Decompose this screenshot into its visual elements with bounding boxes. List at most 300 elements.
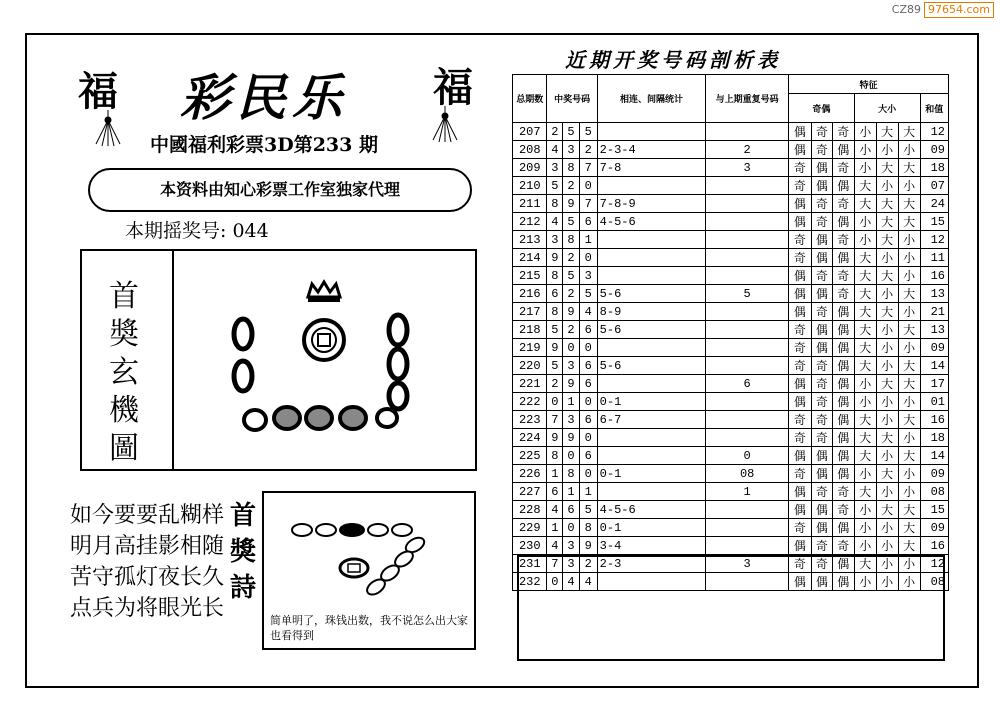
digit-cell: 3 — [563, 411, 580, 429]
site-watermark — [889, 2, 994, 18]
odd-even-cell: 奇 — [788, 339, 811, 357]
gap-cell — [597, 447, 706, 465]
sum-cell: 16 — [920, 267, 948, 285]
digit-cell: 6 — [579, 321, 597, 339]
digit-cell: 2 — [563, 321, 580, 339]
repeat-cell — [706, 339, 789, 357]
sum-cell: 09 — [920, 465, 948, 483]
odd-even-cell: 偶 — [811, 321, 832, 339]
period-cell: 231 — [513, 555, 547, 573]
period-cell: 225 — [513, 447, 547, 465]
odd-even-cell: 奇 — [832, 537, 854, 555]
header-gap: 相连、间隔统计 — [597, 75, 706, 123]
digit-cell: 1 — [547, 465, 563, 483]
sum-cell: 11 — [920, 249, 948, 267]
odd-even-cell: 偶 — [788, 141, 811, 159]
digit-cell: 5 — [547, 357, 563, 375]
odd-even-cell: 偶 — [788, 285, 811, 303]
digit-cell: 2 — [547, 123, 563, 141]
puzzle-title-char: 玄 — [109, 355, 139, 390]
odd-even-cell: 偶 — [811, 447, 832, 465]
sum-cell: 14 — [920, 447, 948, 465]
size-cell: 小 — [876, 483, 898, 501]
odd-even-cell: 偶 — [832, 393, 854, 411]
digit-cell: 2 — [579, 555, 597, 573]
gap-cell: 0-1 — [597, 519, 706, 537]
odd-even-cell: 偶 — [811, 249, 832, 267]
digit-cell: 4 — [579, 303, 597, 321]
period-cell: 208 — [513, 141, 547, 159]
digit-cell: 6 — [579, 447, 597, 465]
size-cell: 大 — [854, 357, 876, 375]
repeat-cell — [706, 195, 789, 213]
digit-cell: 4 — [547, 141, 563, 159]
odd-even-cell: 偶 — [832, 357, 854, 375]
odd-even-cell: 奇 — [811, 375, 832, 393]
odd-even-cell: 奇 — [788, 231, 811, 249]
period-cell: 221 — [513, 375, 547, 393]
odd-even-cell: 偶 — [832, 339, 854, 357]
size-cell: 小 — [854, 231, 876, 249]
gap-cell: 3-4 — [597, 537, 706, 555]
digit-cell: 1 — [563, 393, 580, 411]
odd-even-cell: 偶 — [832, 465, 854, 483]
size-cell: 大 — [898, 375, 920, 393]
period-cell: 218 — [513, 321, 547, 339]
odd-even-cell: 偶 — [788, 483, 811, 501]
digit-cell: 4 — [547, 213, 563, 231]
odd-even-cell: 奇 — [788, 555, 811, 573]
digit-cell: 0 — [579, 339, 597, 357]
digit-cell: 5 — [579, 501, 597, 519]
digit-cell: 0 — [579, 465, 597, 483]
repeat-cell — [706, 123, 789, 141]
repeat-cell: 2 — [706, 141, 789, 159]
results-table — [512, 74, 949, 591]
size-cell: 大 — [854, 285, 876, 303]
digit-cell: 3 — [563, 537, 580, 555]
odd-even-cell: 奇 — [811, 429, 832, 447]
poem-title-char: 首 — [229, 501, 256, 531]
odd-even-cell: 奇 — [832, 483, 854, 501]
poem-line: 苦守孤灯夜长久 — [70, 565, 225, 590]
size-cell: 小 — [876, 249, 898, 267]
odd-even-cell: 奇 — [811, 357, 832, 375]
period-cell: 211 — [513, 195, 547, 213]
tassel-right-icon — [425, 104, 465, 144]
draw-number: 本期摇奖号: 044 — [125, 220, 269, 242]
size-cell: 大 — [854, 483, 876, 501]
table-row — [513, 141, 949, 159]
period-cell: 222 — [513, 393, 547, 411]
period-cell: 228 — [513, 501, 547, 519]
header-repeat: 与上期重复号码 — [706, 75, 789, 123]
table-row — [513, 267, 949, 285]
gap-cell: 4-5-6 — [597, 213, 706, 231]
sum-cell: 12 — [920, 555, 948, 573]
digit-cell: 5 — [579, 123, 597, 141]
size-cell: 小 — [854, 213, 876, 231]
odd-even-cell: 偶 — [811, 159, 832, 177]
repeat-cell — [706, 393, 789, 411]
header-period: 总期数 — [513, 75, 547, 123]
size-cell: 大 — [898, 447, 920, 465]
gap-cell — [597, 483, 706, 501]
table-row — [513, 411, 949, 429]
size-cell: 大 — [854, 339, 876, 357]
gap-cell: 7-8-9 — [597, 195, 706, 213]
sum-cell: 01 — [920, 393, 948, 411]
odd-even-cell: 奇 — [811, 141, 832, 159]
odd-even-cell: 奇 — [811, 393, 832, 411]
digit-cell: 0 — [563, 519, 580, 537]
digit-cell: 6 — [563, 501, 580, 519]
table-row — [513, 393, 949, 411]
hint-note: 简单明了，珠钱出数，我不说怎么出大家也看得到 — [270, 614, 468, 642]
sum-cell: 07 — [920, 177, 948, 195]
digit-cell: 0 — [579, 177, 597, 195]
odd-even-cell: 奇 — [811, 483, 832, 501]
digit-cell: 5 — [579, 285, 597, 303]
digit-cell: 0 — [579, 249, 597, 267]
puzzle-title-char: 奬 — [109, 317, 139, 352]
sum-cell: 13 — [920, 285, 948, 303]
gap-cell: 7-8 — [597, 159, 706, 177]
digit-cell: 3 — [563, 357, 580, 375]
digit-cell: 0 — [563, 447, 580, 465]
poem-lines — [70, 500, 224, 624]
sum-cell: 21 — [920, 303, 948, 321]
period-cell: 232 — [513, 573, 547, 591]
digit-cell: 1 — [579, 231, 597, 249]
odd-even-cell: 奇 — [832, 501, 854, 519]
odd-even-cell: 偶 — [788, 393, 811, 411]
repeat-cell — [706, 537, 789, 555]
odd-even-cell: 偶 — [788, 303, 811, 321]
period-cell: 220 — [513, 357, 547, 375]
size-cell: 小 — [876, 519, 898, 537]
size-cell: 大 — [854, 303, 876, 321]
odd-even-cell: 偶 — [832, 177, 854, 195]
size-cell: 大 — [876, 303, 898, 321]
digit-cell: 6 — [579, 375, 597, 393]
odd-even-cell: 奇 — [788, 465, 811, 483]
odd-even-cell: 偶 — [788, 501, 811, 519]
sum-cell: 15 — [920, 501, 948, 519]
table-row — [513, 501, 949, 519]
odd-even-cell: 奇 — [811, 537, 832, 555]
size-cell: 大 — [876, 213, 898, 231]
size-cell: 大 — [876, 231, 898, 249]
digit-cell: 4 — [579, 573, 597, 591]
size-cell: 小 — [854, 465, 876, 483]
sum-cell: 17 — [920, 375, 948, 393]
odd-even-cell: 奇 — [811, 195, 832, 213]
digit-cell: 1 — [563, 483, 580, 501]
period-cell: 209 — [513, 159, 547, 177]
puzzle-title — [104, 278, 144, 468]
size-cell: 大 — [876, 465, 898, 483]
sum-cell: 12 — [920, 123, 948, 141]
size-cell: 大 — [898, 357, 920, 375]
size-cell: 小 — [876, 537, 898, 555]
digit-cell: 4 — [563, 573, 580, 591]
size-cell: 大 — [854, 267, 876, 285]
digit-cell: 0 — [563, 339, 580, 357]
panel-divider — [172, 249, 174, 469]
size-cell: 大 — [876, 159, 898, 177]
odd-even-cell: 偶 — [788, 267, 811, 285]
odd-even-cell: 偶 — [811, 339, 832, 357]
digit-cell: 3 — [563, 555, 580, 573]
digit-cell: 1 — [547, 519, 563, 537]
odd-even-cell: 奇 — [832, 195, 854, 213]
agent-banner: 本资料由知心彩票工作室独家代理 — [88, 168, 472, 212]
odd-even-cell: 奇 — [811, 555, 832, 573]
poem-title — [228, 498, 258, 606]
period-cell: 226 — [513, 465, 547, 483]
gap-cell: 6-7 — [597, 411, 706, 429]
odd-even-cell: 奇 — [811, 123, 832, 141]
table-row — [513, 537, 949, 555]
table-row — [513, 213, 949, 231]
size-cell: 小 — [876, 393, 898, 411]
lottery-issue: 中國福利彩票3D第233 期 — [150, 134, 378, 156]
right-beads — [389, 315, 407, 409]
odd-even-cell: 奇 — [788, 249, 811, 267]
header-number: 中奖号码 — [547, 75, 597, 123]
period-cell: 227 — [513, 483, 547, 501]
poem-line: 点兵为将眼光长 — [70, 596, 225, 621]
size-cell: 小 — [898, 429, 920, 447]
size-cell: 大 — [854, 249, 876, 267]
size-cell: 大 — [876, 195, 898, 213]
sum-cell: 08 — [920, 573, 948, 591]
gap-cell: 5-6 — [597, 285, 706, 303]
digit-cell: 0 — [547, 393, 563, 411]
size-cell: 大 — [898, 159, 920, 177]
odd-even-cell: 奇 — [788, 321, 811, 339]
table-row — [513, 339, 949, 357]
sum-cell: 12 — [920, 231, 948, 249]
sum-cell: 24 — [920, 195, 948, 213]
odd-even-cell: 奇 — [811, 267, 832, 285]
repeat-cell — [706, 411, 789, 429]
digit-cell: 9 — [547, 429, 563, 447]
period-cell: 210 — [513, 177, 547, 195]
table-row — [513, 483, 949, 501]
puzzle-title-char: 圖 — [109, 431, 139, 466]
digit-cell: 6 — [579, 213, 597, 231]
poem-title-char: 詩 — [229, 573, 256, 603]
gap-cell: 2-3 — [597, 555, 706, 573]
size-cell: 大 — [898, 501, 920, 519]
size-cell: 小 — [898, 249, 920, 267]
size-cell: 大 — [898, 195, 920, 213]
odd-even-cell: 偶 — [788, 213, 811, 231]
size-cell: 大 — [876, 429, 898, 447]
gap-cell: 0-1 — [597, 393, 706, 411]
period-cell: 207 — [513, 123, 547, 141]
digit-cell: 9 — [547, 339, 563, 357]
period-cell: 213 — [513, 231, 547, 249]
period-cell: 229 — [513, 519, 547, 537]
odd-even-cell: 偶 — [811, 573, 832, 591]
odd-even-cell: 偶 — [788, 123, 811, 141]
digit-cell: 8 — [547, 447, 563, 465]
size-cell: 大 — [898, 537, 920, 555]
gap-cell — [597, 249, 706, 267]
odd-even-cell: 偶 — [788, 447, 811, 465]
digit-cell: 8 — [547, 267, 563, 285]
size-cell: 大 — [898, 123, 920, 141]
size-cell: 大 — [854, 555, 876, 573]
header-sum: 和值 — [920, 94, 948, 123]
digit-cell: 3 — [547, 231, 563, 249]
header-feature: 特征 — [788, 75, 948, 94]
table-row — [513, 285, 949, 303]
odd-even-cell: 偶 — [832, 375, 854, 393]
digit-cell: 7 — [579, 159, 597, 177]
table-title: 近期开奖号码剖析表 — [565, 48, 781, 72]
size-cell: 小 — [854, 573, 876, 591]
gap-cell: 5-6 — [597, 321, 706, 339]
repeat-cell — [706, 267, 789, 285]
small-coin-icon — [340, 559, 368, 577]
poem-line: 如今要要乱糊样 — [70, 503, 225, 528]
digit-cell: 9 — [579, 537, 597, 555]
page-title: 彩民乐 — [180, 68, 348, 127]
size-cell: 小 — [898, 141, 920, 159]
table-row — [513, 249, 949, 267]
odd-even-cell: 偶 — [832, 249, 854, 267]
size-cell: 小 — [876, 573, 898, 591]
odd-even-cell: 偶 — [788, 195, 811, 213]
size-cell: 小 — [854, 393, 876, 411]
size-cell: 大 — [854, 195, 876, 213]
digit-cell: 7 — [547, 555, 563, 573]
size-cell: 大 — [854, 321, 876, 339]
odd-even-cell: 奇 — [788, 411, 811, 429]
size-cell: 大 — [854, 177, 876, 195]
period-cell: 217 — [513, 303, 547, 321]
digit-cell: 2 — [563, 177, 580, 195]
digit-cell: 2 — [579, 141, 597, 159]
size-cell: 小 — [854, 159, 876, 177]
period-cell: 214 — [513, 249, 547, 267]
gap-cell: 4-5-6 — [597, 501, 706, 519]
notes-box — [517, 555, 945, 661]
sum-cell: 15 — [920, 213, 948, 231]
table-row — [513, 123, 949, 141]
header-size: 大小 — [854, 94, 920, 123]
size-cell: 小 — [898, 555, 920, 573]
digit-cell: 4 — [547, 537, 563, 555]
size-cell: 小 — [898, 393, 920, 411]
sum-cell: 09 — [920, 339, 948, 357]
repeat-cell — [706, 501, 789, 519]
size-cell: 小 — [854, 123, 876, 141]
fu-left: 福 — [78, 68, 118, 115]
table-row — [513, 177, 949, 195]
table-row — [513, 429, 949, 447]
repeat-cell: 3 — [706, 159, 789, 177]
gap-cell — [597, 429, 706, 447]
size-cell: 小 — [854, 141, 876, 159]
repeat-cell: 1 — [706, 483, 789, 501]
digit-cell: 5 — [563, 267, 580, 285]
digit-cell: 1 — [579, 483, 597, 501]
odd-even-cell: 偶 — [832, 429, 854, 447]
size-cell: 小 — [876, 555, 898, 573]
odd-even-cell: 奇 — [832, 123, 854, 141]
odd-even-cell: 偶 — [832, 573, 854, 591]
puzzle-title-char: 首 — [109, 279, 139, 314]
digit-cell: 7 — [547, 411, 563, 429]
size-cell: 小 — [898, 465, 920, 483]
size-cell: 小 — [898, 267, 920, 285]
digit-cell: 8 — [563, 465, 580, 483]
odd-even-cell: 偶 — [811, 465, 832, 483]
gap-cell — [597, 123, 706, 141]
size-cell: 小 — [876, 285, 898, 303]
repeat-cell: 5 — [706, 285, 789, 303]
odd-even-cell: 偶 — [811, 231, 832, 249]
size-cell: 小 — [898, 231, 920, 249]
table-row — [513, 519, 949, 537]
repeat-cell — [706, 177, 789, 195]
digit-cell: 8 — [579, 519, 597, 537]
sum-cell: 09 — [920, 519, 948, 537]
odd-even-cell: 偶 — [811, 519, 832, 537]
sum-cell: 16 — [920, 537, 948, 555]
repeat-cell — [706, 321, 789, 339]
digit-cell: 7 — [579, 195, 597, 213]
gap-cell — [597, 267, 706, 285]
sum-cell: 18 — [920, 429, 948, 447]
size-cell: 小 — [854, 537, 876, 555]
odd-even-cell: 奇 — [832, 285, 854, 303]
left-beads — [234, 319, 252, 391]
odd-even-cell: 偶 — [788, 573, 811, 591]
sum-cell: 14 — [920, 357, 948, 375]
sum-cell: 16 — [920, 411, 948, 429]
size-cell: 小 — [898, 177, 920, 195]
repeat-cell: 0 — [706, 447, 789, 465]
odd-even-cell: 偶 — [811, 177, 832, 195]
sum-cell: 13 — [920, 321, 948, 339]
table-row — [513, 321, 949, 339]
size-cell: 小 — [854, 375, 876, 393]
digit-cell: 3 — [563, 141, 580, 159]
digit-cell: 8 — [547, 195, 563, 213]
size-cell: 小 — [876, 321, 898, 339]
size-cell: 大 — [898, 213, 920, 231]
size-cell: 小 — [876, 447, 898, 465]
puzzle-drawing — [176, 252, 470, 466]
gap-cell — [597, 339, 706, 357]
odd-even-cell: 偶 — [832, 411, 854, 429]
watermark-prefix: CZ89 — [891, 3, 922, 16]
table-row — [513, 465, 949, 483]
table-row — [513, 303, 949, 321]
digit-cell: 9 — [547, 249, 563, 267]
odd-even-cell: 偶 — [832, 321, 854, 339]
size-cell: 小 — [876, 339, 898, 357]
gap-cell — [597, 375, 706, 393]
crown-icon — [308, 282, 340, 302]
size-cell: 小 — [898, 303, 920, 321]
